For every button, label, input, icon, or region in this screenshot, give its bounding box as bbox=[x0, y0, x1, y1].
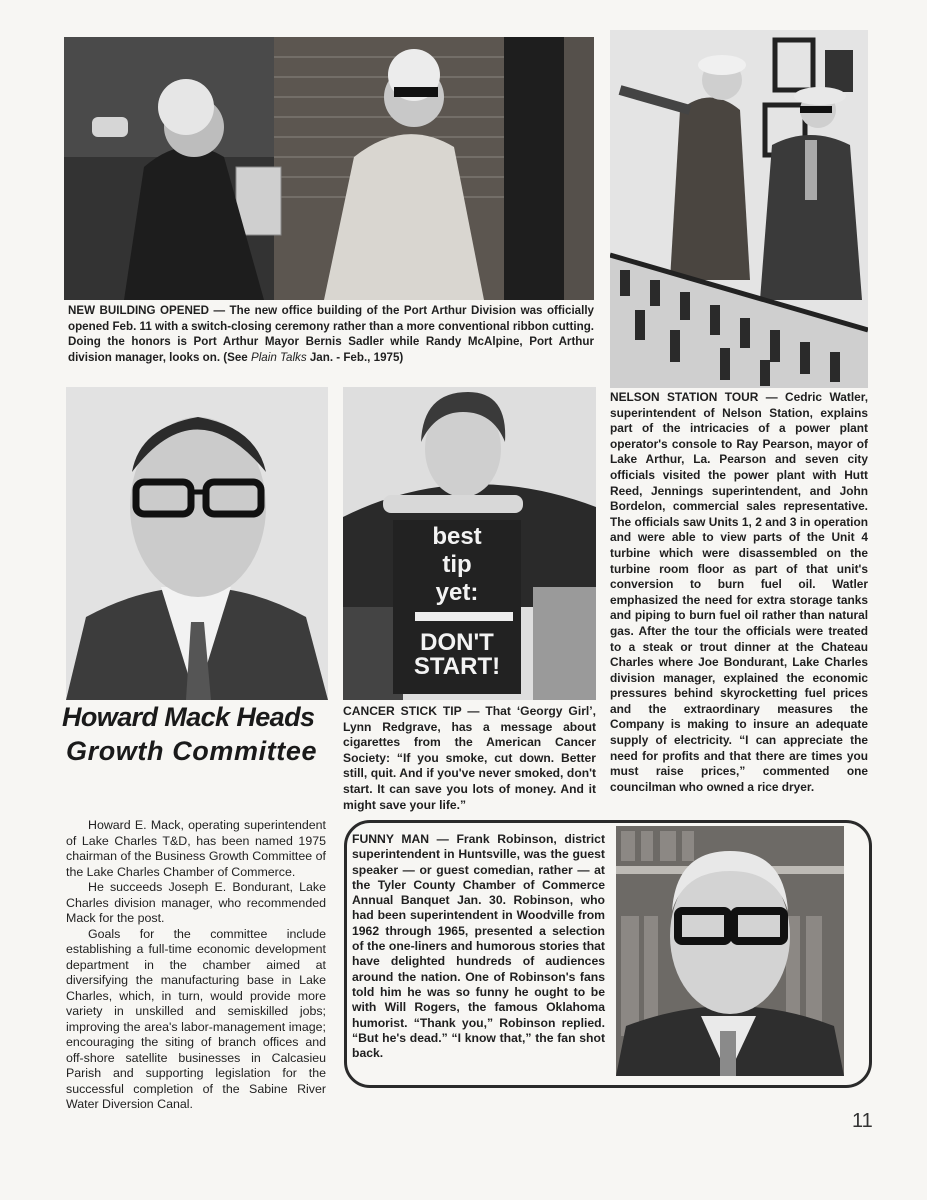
new-building-photo-graphic bbox=[64, 37, 594, 300]
photo-new-building bbox=[64, 37, 594, 300]
poster-line-5: START! bbox=[413, 653, 501, 680]
caption-italic-title: Plain Talks bbox=[250, 350, 307, 364]
article-paragraph: Howard E. Mack, operating superintendent of Lake Charles T&D, has been named 1975 chairman of the Business Growth Committee of the Lake Charles Chamber of Commerce. bbox=[66, 818, 326, 879]
article-paragraph: Goals for the committee include establishing a full-time economic development department in the chamber aimed at diversifying the manufacturing base in Lake Charles, which, in turn, would provide more variety in unskilled and semiskilled jobs; improving the area's labor-management image; encouraging the siting of branch offices and off-shore satellite businesses in Calcasieu Parish and supporting legislation for the successful completion of the Sabine River Water Diversion Canal. bbox=[66, 926, 326, 1111]
headline-line-1: Howard Mack Heads bbox=[62, 702, 315, 732]
caption-lead: NEW BUILDING OPENED — bbox=[68, 304, 230, 317]
article-headline bbox=[62, 700, 340, 768]
caption-lead: CANCER STICK TIP — bbox=[343, 704, 486, 718]
article-paragraph: He succeeds Joseph E. Bondurant, Lake Charles division manager, who recommended Mack for the post. bbox=[66, 880, 326, 925]
poster-line-4: DON'T bbox=[420, 629, 494, 656]
poster-line-3: yet: bbox=[435, 579, 479, 606]
photo-nelson-station bbox=[610, 30, 868, 388]
poster-line-1: best bbox=[432, 523, 482, 550]
caption-lead: NELSON STATION TOUR — bbox=[610, 390, 786, 404]
caption-text: The new office building of the Port Arthur Division was officially opened Feb. 11 with a switch-closing ceremony rather than a more conventional ribbon cutting. Doing the honors is Port Arthur Mayor Bernis Sadler while Randy McAlpine, Port Arthur division manager, looks on. (See bbox=[68, 304, 594, 364]
caption-text: Frank Robinson, district superintendent in Huntsville, was the guest speaker — or guest comedian, rather — at the Tyler County Chamber of Commerce Annual Banquet Jan. 30. Robinson, who had been superintendent in Woodville from 1962 through 1965, presented a selection of the one-liners and humorous stories that have delighted hundreds of audiences around the nation. One of Robinson's fans told him he was so funny he ought to be with Will Rogers, the famous Oklahoma humorist. “Thank you,” Robinson replied. “But he's dead.” “I know that,” the fan shot back. bbox=[352, 832, 606, 1061]
page-number: 11 bbox=[852, 1110, 873, 1132]
howard-mack-photo-graphic bbox=[66, 387, 328, 700]
caption-cancer-tip bbox=[343, 704, 596, 813]
article-body bbox=[66, 818, 326, 1113]
caption-funny-man bbox=[352, 832, 605, 1061]
poster-line-2: tip bbox=[442, 551, 472, 578]
headline-line-2: Growth Committee bbox=[66, 736, 318, 766]
caption-text: Cedric Watler, superintendent of Nelson Station, explains part of the intricacies of a power plant operator's console to Ray Pearson, mayor of Lake Arthur, La. Pearson and seven city officials visited the power plant with Hutt Reed, Jennings superintendent, and John Bordelon, commercial sales representative. The officials saw Units 1, 2 and 3 in operation and were able to view parts of the Unit 4 turbine which were disassembled on the turbine room floor as part of that unit's conversion to burn fuel oil. Watler emphasized the need for extra storage tanks and piping to burn fuel oil rather than natural gas. After the tour the officials were treated to a steak or trout dinner at the Chateau Charles where Joe Bondurant, Lake Charles division manager, explained the economic pressures behind skyrocketting fuel prices and the extraordinary measures the Company is making to insure an adequate supply of electricity. “I can appreciate the need for profits and that there are times you must raise prices,” commented one councilman who owned a rice dryer. bbox=[610, 390, 869, 794]
caption-new-building bbox=[68, 303, 594, 365]
caption-nelson-station bbox=[610, 390, 868, 795]
photo-funny-man bbox=[616, 826, 844, 1076]
photo-howard-mack bbox=[66, 387, 328, 700]
funny-man-photo-graphic bbox=[616, 826, 844, 1076]
caption-tail: Jan. - Feb., 1975) bbox=[306, 350, 404, 364]
cigarette-graphic bbox=[415, 612, 513, 621]
caption-lead: FUNNY MAN — bbox=[352, 832, 457, 846]
anti-smoking-poster bbox=[393, 520, 521, 694]
caption-text: That ‘Georgy Girl’, Lynn Redgrave, has a message about cigarettes from the American Cancer Society: “If you smoke, cut down. Better still, quit. And if you've never smoked, don't start. It can save you lots of money. And it might save your life.” bbox=[343, 704, 596, 812]
nelson-station-photo-graphic bbox=[610, 30, 868, 388]
